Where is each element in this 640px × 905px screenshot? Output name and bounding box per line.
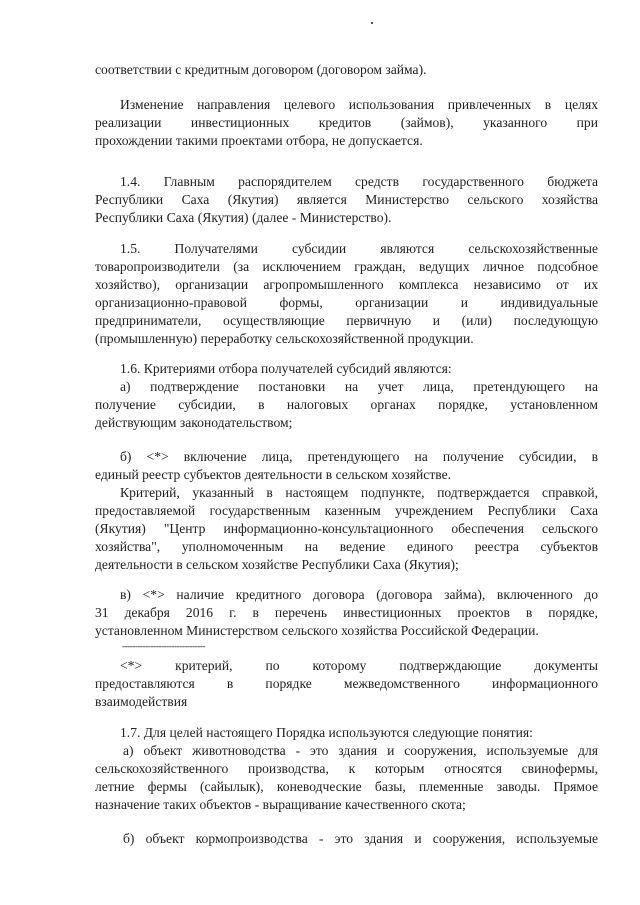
text-line: Республики Саха (Якутия) является Министерство сельского хозяйства: [95, 192, 598, 207]
text-line: а) объект животноводства - это здания и сооружения, используемые для: [123, 743, 598, 758]
text-line: летние фермы (сайылык), коневодческие базы, племенные заводы. Прямое: [95, 779, 598, 794]
footnote-line: взаимодействия: [95, 694, 188, 709]
text-line: установленном Министерством сельского хозяйства Российской Федерации.: [95, 623, 539, 638]
text-line: 1.4. Главным распорядителем средств государственного бюджета: [120, 174, 598, 189]
text-line: сельскохозяйственного производства, к которым относятся свинофермы,: [95, 761, 598, 776]
text-line: (Якутия) "Центр информационно-консультационного обеспечения сельского: [95, 521, 598, 536]
text-line: получение субсидии, в налоговых органах порядке, установленном: [95, 397, 598, 412]
text-line: товаропроизводители (за исключением граждан, ведущих личное подсобное: [95, 259, 598, 274]
text-line: 1.7. Для целей настоящего Порядка используются следующие понятия:: [120, 725, 533, 740]
text-line: 1.6. Критериями отбора получателей субсидий являются:: [120, 361, 452, 376]
text-line: хозяйства", уполномоченным на ведение единого реестра субъектов: [95, 539, 598, 554]
text-line: Критерий, указанный в настоящем подпункте, подтверждается справкой,: [120, 485, 598, 500]
text-line: назначение таких объектов - выращивание качественного скота;: [95, 797, 466, 812]
text-line: реализации инвестиционных кредитов (займов), указанного при: [95, 115, 598, 130]
text-line: единый реестр субъектов деятельности в сельском хозяйстве.: [95, 467, 452, 482]
text-line: Изменение направления целевого использования привлеченных в целях: [120, 97, 598, 112]
text-line: в) <*> наличие кредитного договора (договора займа), включенного до: [120, 587, 598, 602]
scan-speck: [371, 22, 373, 24]
text-line: б) <*> включение лица, претендующего на получение субсидии, в: [120, 449, 598, 464]
text-line: действующим законодательством;: [95, 415, 293, 430]
text-line: хозяйство), организации агропромышленного комплекса независимо от их: [95, 277, 598, 292]
text-line: деятельности в сельском хозяйстве Республики Саха (Якутия);: [95, 557, 459, 572]
text-line: (промышленную) переработку сельскохозяйственной продукции.: [95, 331, 474, 346]
text-line: б) объект кормопроизводства - это здания и сооружения, используемые: [123, 831, 598, 846]
text-line: 31 декабря 2016 г. в перечень инвестиционных проектов в порядке,: [95, 605, 598, 620]
text-line: Республики Саха (Якутия) (далее - Министерство).: [95, 210, 392, 225]
footnote-separator: --------------------------------: [122, 641, 206, 651]
text-line: предприниматели, осуществляющие первичную и (или) последующую: [95, 313, 598, 328]
text-line: 1.5. Получателями субсидии являются сельскохозяйственные: [120, 241, 598, 256]
footnote-line: предоставляются в порядке межведомственного информационного: [95, 676, 598, 691]
text-line: а) подтверждение постановки на учет лица, претендующего на: [120, 379, 598, 394]
text-line: предоставляемой государственным казенным учреждением Республики Саха: [95, 503, 598, 518]
text-line: соответствии с кредитным договором (договором займа).: [95, 62, 427, 77]
text-line: организационно-правовой формы, организации и индивидуальные: [95, 295, 598, 310]
footnote-line: <*> критерий, по которому подтверждающие документы: [120, 658, 598, 673]
text-line: прохождении такими проектами отбора, не допускается.: [95, 133, 423, 148]
